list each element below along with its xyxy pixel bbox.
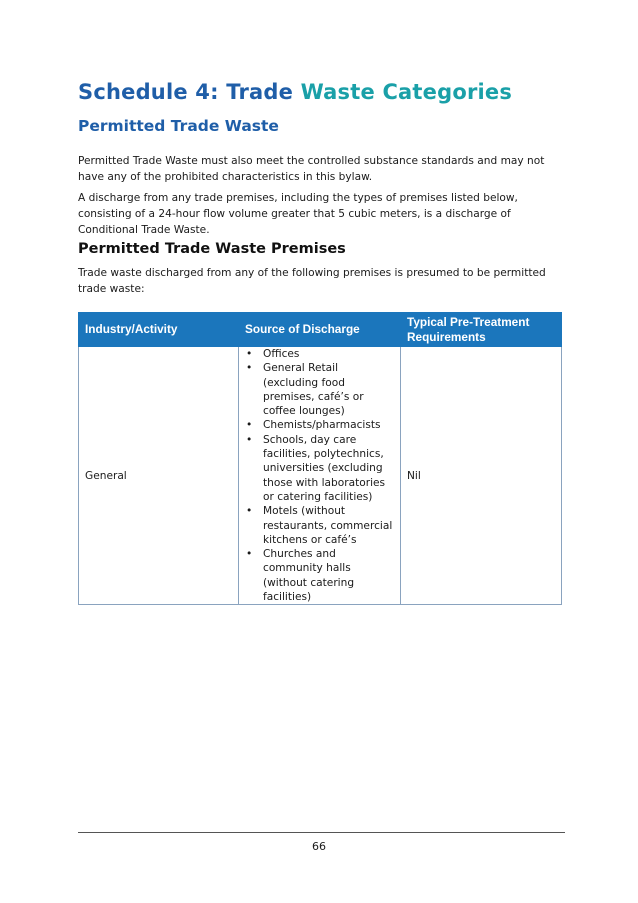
- page-title-part1: Schedule 4: Trade: [78, 80, 301, 104]
- source-item: [246, 504, 395, 547]
- paragraph-controlled-substance: Permitted Trade Waste must also meet the controlled substance standards and may not have any of the prohibited characteristics in this bylaw.: [78, 155, 545, 183]
- footer-divider: [78, 832, 565, 833]
- source-item: [246, 347, 395, 361]
- page-title-part2: Waste Categories: [300, 80, 513, 104]
- cell-industry: General: [79, 347, 239, 605]
- header-pretreatment: Typical Pre-Treatment Requirements: [401, 313, 562, 347]
- source-item-text: Chemists/pharmacists: [263, 419, 381, 432]
- page-title: [78, 80, 512, 104]
- source-item: [246, 433, 395, 504]
- source-item-text: Offices: [263, 348, 300, 360]
- cell-pretreatment: Nil: [401, 347, 562, 605]
- source-item-text: Schools, day care facilities, polytechnics, universities (excluding those with laboratories or catering facilities): [263, 433, 386, 503]
- source-item-text: Churches and community halls (without catering facilities): [263, 548, 355, 604]
- section-subheading: Permitted Trade Waste: [78, 117, 279, 135]
- source-item: [246, 547, 395, 604]
- table-row: [79, 347, 562, 605]
- page-number: 66: [312, 840, 326, 853]
- source-list: [246, 347, 395, 604]
- trade-waste-table: [78, 312, 562, 605]
- bullet-icon: •: [246, 548, 253, 561]
- source-item-text: General Retail (excluding food premises, café’s or coffee lounges): [263, 362, 364, 418]
- premises-heading: Permitted Trade Waste Premises: [78, 241, 346, 257]
- header-source: Source of Discharge: [239, 313, 401, 347]
- table-header-row: [79, 313, 562, 347]
- bullet-icon: •: [246, 348, 253, 360]
- source-item-text: Motels (without restaurants, commercial kitchens or café’s: [263, 505, 393, 546]
- bullet-icon: •: [246, 505, 253, 518]
- source-item: [246, 361, 395, 418]
- source-item: [246, 418, 395, 432]
- bullet-icon: •: [246, 419, 253, 432]
- header-industry: Industry/Activity: [79, 313, 239, 347]
- bullet-icon: •: [246, 362, 253, 375]
- premises-intro: Trade waste discharged from any of the following premises is presumed to be permitted trade waste:: [78, 267, 546, 295]
- cell-source: [239, 347, 401, 605]
- bullet-icon: •: [246, 433, 253, 446]
- paragraph-conditional-waste: A discharge from any trade premises, including the types of premises listed below, consisting of a 24-hour flow volume greater that 5 cubic meters, is a discharge of Conditional Trade Waste.: [78, 192, 518, 236]
